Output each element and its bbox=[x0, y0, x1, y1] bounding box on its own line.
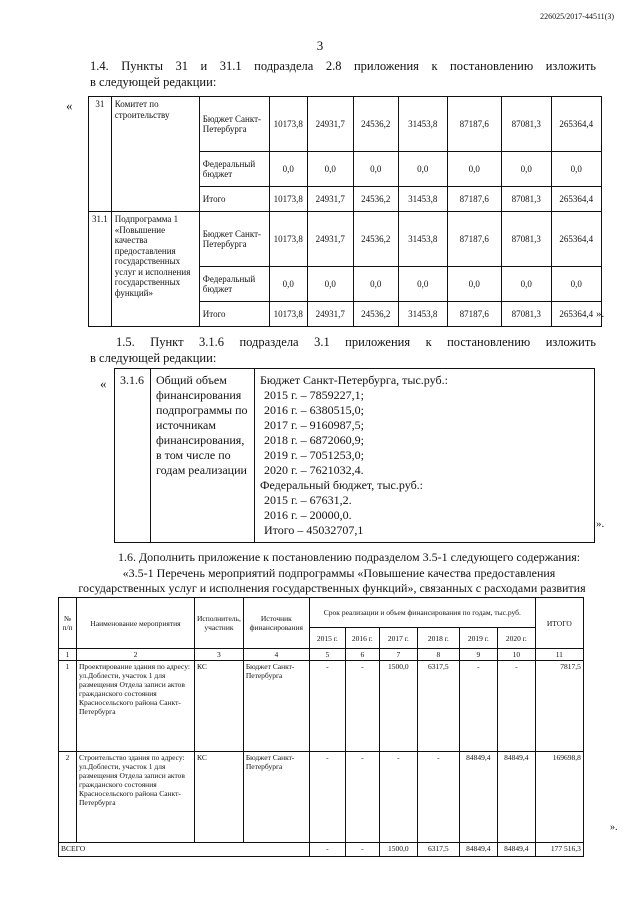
measure-name: Строительство здания по адресу: ул.Доблести, участок 1 для размещения Отдела записи актов гражданского состояния Красносельского района Санкт-Петербурга bbox=[77, 752, 195, 843]
funding-line: 2020 г. – 7621032,4. bbox=[264, 463, 364, 477]
value-cell: 31453,8 bbox=[398, 212, 447, 267]
table-2-wrapper bbox=[114, 368, 595, 543]
quote-close-3: ». bbox=[610, 822, 618, 833]
funding-line: 2016 г. – 20000,0. bbox=[264, 508, 352, 522]
column-number: 5 bbox=[309, 649, 345, 661]
value-cell: 87187,6 bbox=[447, 302, 501, 327]
row-total: 169698,8 bbox=[535, 752, 583, 843]
total-value: 84849,4 bbox=[459, 843, 497, 857]
value-cell: 0,0 bbox=[447, 267, 501, 302]
item-values bbox=[255, 369, 595, 543]
header-period: Срок реализации и объем финансирования по годам, тыс.руб. bbox=[309, 598, 535, 628]
value-cell: 24536,2 bbox=[353, 187, 398, 212]
row-number: 31.1 bbox=[89, 212, 112, 327]
page-number: 3 bbox=[316, 38, 324, 53]
total-value: - bbox=[309, 843, 345, 857]
value-cell: 1500,0 bbox=[379, 661, 417, 752]
row-number: 31 bbox=[89, 97, 112, 212]
column-number: 11 bbox=[535, 649, 583, 661]
paragraph-1-5-line2: в следующей редакции: bbox=[90, 351, 217, 365]
year-header: 2016 г. bbox=[345, 628, 379, 649]
header-executor: Исполнитель, участник bbox=[195, 598, 244, 649]
funding-line: 2015 г. – 7859227,1; bbox=[264, 388, 364, 402]
value-cell: 10173,8 bbox=[269, 97, 307, 152]
value-cell: 24931,7 bbox=[307, 302, 353, 327]
quote-close-1: ». bbox=[596, 308, 605, 320]
funding-line: 2017 г. – 9160987,5; bbox=[264, 418, 364, 432]
table-row bbox=[59, 752, 584, 843]
funding-line: Бюджет Санкт-Петербурга, тыс.руб.: bbox=[260, 373, 448, 387]
value-cell: 265364,4 bbox=[551, 97, 601, 152]
year-header: 2018 г. bbox=[417, 628, 459, 649]
column-number: 8 bbox=[417, 649, 459, 661]
value-cell: 0,0 bbox=[398, 152, 447, 187]
table-3-wrapper bbox=[58, 597, 584, 857]
value-cell: 265364,4 bbox=[551, 212, 601, 267]
value-cell: 87187,6 bbox=[447, 187, 501, 212]
value-cell: 0,0 bbox=[269, 152, 307, 187]
value-cell: - bbox=[497, 661, 535, 752]
value-cell: 0,0 bbox=[551, 267, 601, 302]
value-cell: 0,0 bbox=[501, 152, 551, 187]
value-cell: 87081,3 bbox=[501, 212, 551, 267]
paragraph-1-6-line2: «3.5-1 Перечень мероприятий подпрограммы «Повышение качества предоставления bbox=[122, 566, 556, 580]
value-cell: - bbox=[345, 752, 379, 843]
value-cell: 87187,6 bbox=[447, 212, 501, 267]
funding-line: 2015 г. – 67631,2. bbox=[264, 493, 352, 507]
value-cell: 0,0 bbox=[551, 152, 601, 187]
value-cell: 24931,7 bbox=[307, 97, 353, 152]
value-cell: 24536,2 bbox=[353, 212, 398, 267]
table-row bbox=[59, 661, 584, 752]
measures-table bbox=[58, 597, 584, 857]
row-number: 1 bbox=[59, 661, 77, 752]
value-cell: 84849,4 bbox=[459, 752, 497, 843]
source-cell: Федеральный бюджет bbox=[199, 267, 269, 302]
value-cell: 0,0 bbox=[307, 267, 353, 302]
paragraph-1-6-line3: государственных услуг и исполнения государственных функций», связанных с расходами развития bbox=[78, 581, 586, 595]
value-cell: 84849,4 bbox=[497, 752, 535, 843]
row-name: Подпрограмма 1 «Повышение качества предоставления государственных услуг и исполнения государственных функций» bbox=[111, 212, 199, 327]
source: Бюджет Санкт-Петербурга bbox=[243, 752, 309, 843]
header-num: № п/п bbox=[59, 598, 77, 649]
value-cell: 24931,7 bbox=[307, 187, 353, 212]
value-cell: - bbox=[345, 661, 379, 752]
measure-name: Проектирование здания по адресу: ул.Доблести, участок 1 для размещения Отдела записи актов гражданского состояния Красносельского района Санкт-Петербурга bbox=[77, 661, 195, 752]
value-cell: 24536,2 bbox=[353, 302, 398, 327]
value-cell: - bbox=[309, 752, 345, 843]
quote-close-2: ». bbox=[596, 518, 605, 530]
item-label: Общий объем финансирования подпрограммы по источникам финансирования, в том числе по годам реализации bbox=[151, 369, 255, 543]
source-cell: Бюджет Санкт-Петербурга bbox=[199, 212, 269, 267]
value-cell: - bbox=[379, 752, 417, 843]
value-cell: 87081,3 bbox=[501, 97, 551, 152]
funding-line: Итого – 45032707,1 bbox=[264, 523, 364, 537]
table-row bbox=[89, 212, 602, 267]
total-row bbox=[59, 843, 584, 857]
value-cell: - bbox=[417, 752, 459, 843]
column-number: 1 bbox=[59, 649, 77, 661]
value-cell: 10173,8 bbox=[269, 187, 307, 212]
column-numbers-row bbox=[59, 649, 584, 661]
column-number: 4 bbox=[243, 649, 309, 661]
quote-open-2: « bbox=[100, 376, 107, 391]
column-number: 7 bbox=[379, 649, 417, 661]
header-source: Источник финансирования bbox=[243, 598, 309, 649]
header-total: ИТОГО bbox=[535, 598, 583, 649]
row-name: Комитет по строительству bbox=[111, 97, 199, 212]
value-cell: 0,0 bbox=[501, 267, 551, 302]
value-cell: - bbox=[459, 661, 497, 752]
source-cell: Федеральный бюджет bbox=[199, 152, 269, 187]
total-value: 84849,4 bbox=[497, 843, 535, 857]
paragraph-1-4-line2: в следующей редакции: bbox=[90, 75, 217, 89]
funding-line: 2018 г. – 6872060,9; bbox=[264, 433, 364, 447]
value-cell: - bbox=[309, 661, 345, 752]
year-header: 2015 г. bbox=[309, 628, 345, 649]
funding-line: 2019 г. – 7051253,0; bbox=[264, 448, 364, 462]
column-number: 2 bbox=[77, 649, 195, 661]
value-cell: 6317,5 bbox=[417, 661, 459, 752]
paragraph-1-5-line1: 1.5. Пункт 3.1.6 подраздела 3.1 приложения к постановлению изложить bbox=[116, 335, 596, 349]
year-header: 2020 г. bbox=[497, 628, 535, 649]
value-cell: 0,0 bbox=[447, 152, 501, 187]
executor: КС bbox=[195, 752, 244, 843]
value-cell: 265364,4 bbox=[551, 187, 601, 212]
header-name: Наименование мероприятия bbox=[77, 598, 195, 649]
source-cell: Итого bbox=[199, 302, 269, 327]
table-1-wrapper bbox=[88, 96, 605, 327]
table-row bbox=[89, 97, 602, 152]
funding-line: Федеральный бюджет, тыс.руб.: bbox=[260, 478, 424, 492]
funding-line: 2016 г. – 6380515,0; bbox=[264, 403, 364, 417]
value-cell: 10173,8 bbox=[269, 212, 307, 267]
value-cell: 87081,3 bbox=[501, 187, 551, 212]
column-number: 3 bbox=[195, 649, 244, 661]
value-cell: 0,0 bbox=[353, 152, 398, 187]
subprogram-funding-table bbox=[114, 368, 595, 543]
row-total: 7817,5 bbox=[535, 661, 583, 752]
year-header: 2017 г. bbox=[379, 628, 417, 649]
total-label: ВСЕГО bbox=[59, 843, 310, 857]
header-row bbox=[59, 598, 584, 628]
value-cell: 10173,8 bbox=[269, 302, 307, 327]
document-number: 226025/2017-44511(3) bbox=[540, 12, 614, 21]
value-cell: 31453,8 bbox=[398, 187, 447, 212]
value-cell: 87081,3 bbox=[501, 302, 551, 327]
value-cell: 0,0 bbox=[398, 267, 447, 302]
total-value: 6317,5 bbox=[417, 843, 459, 857]
year-header: 2019 г. bbox=[459, 628, 497, 649]
column-number: 6 bbox=[345, 649, 379, 661]
quote-open: « bbox=[66, 98, 73, 113]
value-cell: 0,0 bbox=[307, 152, 353, 187]
total-value: 1500,0 bbox=[379, 843, 417, 857]
value-cell: 31453,8 bbox=[398, 302, 447, 327]
column-number: 10 bbox=[497, 649, 535, 661]
value-cell: 265364,4 bbox=[551, 302, 601, 327]
source: Бюджет Санкт-Петербурга bbox=[243, 661, 309, 752]
executor: КС bbox=[195, 661, 244, 752]
paragraph-1-4-line1: 1.4. Пункты 31 и 31.1 подраздела 2.8 приложения к постановлению изложить bbox=[90, 59, 596, 73]
value-cell: 31453,8 bbox=[398, 97, 447, 152]
funding-table-1 bbox=[88, 96, 605, 327]
column-number: 9 bbox=[459, 649, 497, 661]
table-row bbox=[115, 369, 595, 543]
value-cell: 24931,7 bbox=[307, 212, 353, 267]
value-cell: 0,0 bbox=[353, 267, 398, 302]
value-cell: 24536,2 bbox=[353, 97, 398, 152]
item-number: 3.1.6 bbox=[115, 369, 151, 543]
source-cell: Бюджет Санкт-Петербурга bbox=[199, 97, 269, 152]
grand-total: 177 516,3 bbox=[535, 843, 583, 857]
source-cell: Итого bbox=[199, 187, 269, 212]
total-value: - bbox=[345, 843, 379, 857]
value-cell: 0,0 bbox=[269, 267, 307, 302]
paragraph-1-6-line1: 1.6. Дополнить приложение к постановлению подразделом 3.5-1 следующего содержания: bbox=[118, 550, 581, 564]
row-number: 2 bbox=[59, 752, 77, 843]
value-cell: 87187,6 bbox=[447, 97, 501, 152]
